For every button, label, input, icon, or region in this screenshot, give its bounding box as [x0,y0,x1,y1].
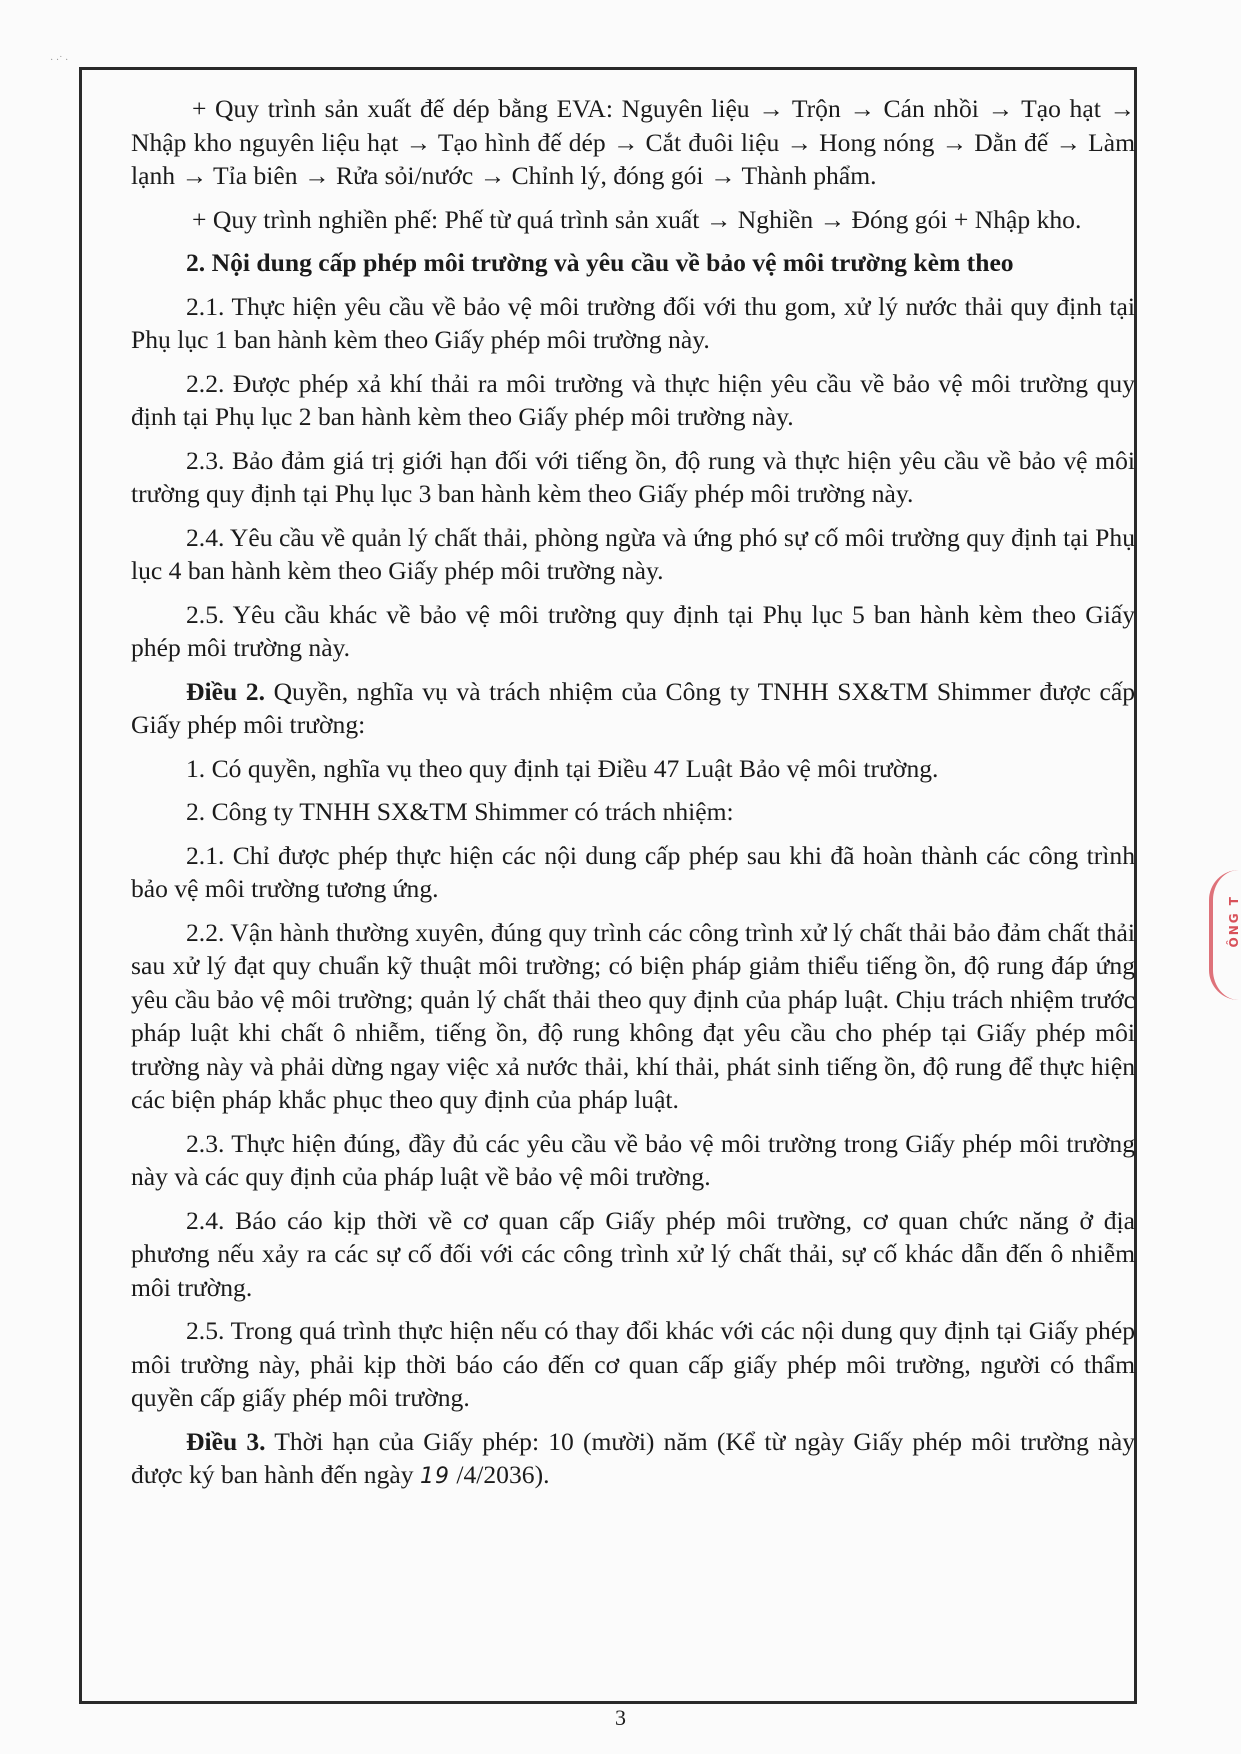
article-2 [131,675,1135,742]
page-number: 3 [615,1705,626,1730]
document-body [131,92,1135,1504]
clause-2-3: 2.3. Bảo đảm giá trị giới hạn đối với tiếng ồn, độ rung và thực hiện yêu cầu về bảo vệ môi trường quy định tại Phụ lục 3 ban hành kèm theo Giấy phép môi trường này. [131,445,1135,508]
clause-2-1: 2.1. Thực hiện yêu cầu về bảo vệ môi trường đối với thu gom, xử lý nước thải quy định tại Phụ lục 1 ban hành kèm theo Giấy phép môi trường này. [131,291,1135,354]
article-2-item-1: 1. Có quyền, nghĩa vụ theo quy định tại Điều 47 Luật Bảo vệ môi trường. [186,753,939,783]
article-2-item-2: 2. Công ty TNHH SX&TM Shimmer có trách nhiệm: [186,797,734,826]
article-2-item-2-5: 2.5. Trong quá trình thực hiện nếu có thay đổi khác với các nội dung quy định tại Giấy phép môi trường này, phải kịp thời báo cáo đến cơ quan cấp giấy phép môi trường, người có thẩm quyền cấp giấy phép môi trường. [131,1316,1135,1412]
article-3 [131,1425,1135,1494]
article-2-item-2-2: 2.2. Vận hành thường xuyên, đúng quy trình các công trình xử lý chất thải bảo đảm chất thải sau xử lý đạt quy chuẩn kỹ thuật môi trường; có biện pháp giảm thiểu tiếng ồn, độ rung đáp ứng yêu cầu bảo vệ môi trường; quản lý chất thải theo quy định của pháp luật. Chịu trách nhiệm trước pháp luật khi chất ô nhiễm, tiếng ồn, độ rung không đạt yêu cầu cho phép tại Giấy phép môi trường này và phải dừng ngay việc xả nước thải, khí thải, phát sinh tiếng ồn, độ rung để thực hiện các biện pháp khắc phục theo quy định của pháp luật. [131,917,1135,1114]
clause-2-5: 2.5. Yêu cầu khác về bảo vệ môi trường quy định tại Phụ lục 5 ban hành kèm theo Giấy phép môi trường này. [131,599,1135,662]
process-flow-eva: + Quy trình sản xuất đế dép bằng EVA: Nguyên liệu → Trộn → Cán nhồi → Tạo hạt → Nhập kho nguyên liệu hạt → Tạo hình đế dép → Cắt đuôi liệu → Hong nóng → Dằn đế → Làm lạnh → Tỉa biên → Rửa sỏi/nước → Chỉnh lý, đóng gói → Thành phẩm. [131,94,1135,190]
handwritten-day: 19 [419,1464,450,1489]
scan-artifact: · ·˙ · [50,55,69,66]
article-3-label: Điều 3. [186,1426,266,1456]
article-3-text-end: /4/2036). [449,1460,550,1489]
article-2-label: Điều 2. [186,676,265,706]
red-stamp-text: ÔNG T [1227,895,1241,948]
article-2-item-2-4: 2.4. Báo cáo kịp thời về cơ quan cấp Giấy phép môi trường, cơ quan chức năng ở địa phương nếu xảy ra các sự cố đối với các công trình xử lý chất thải, sự cố khác dẫn đến ô nhiễm môi trường. [131,1205,1135,1302]
section-2-heading: 2. Nội dung cấp phép môi trường và yêu cầu về bảo vệ môi trường kèm theo [186,248,1014,277]
clause-2-4: 2.4. Yêu cầu về quản lý chất thải, phòng ngừa và ứng phó sự cố môi trường quy định tại Phụ lục 4 ban hành kèm theo Giấy phép môi trường này. [131,522,1135,585]
article-2-text: Quyền, nghĩa vụ và trách nhiệm của Công ty TNHH SX&TM Shimmer được cấp Giấy phép môi trường: [131,676,1136,739]
process-flow-grinding: + Quy trình nghiền phế: Phế từ quá trình sản xuất → Nghiền → Đóng gói + Nhập kho. [192,204,1082,234]
article-3-text: Thời hạn của Giấy phép: 10 (mười) năm (Kể từ ngày Giấy phép môi trường này được ký ban hành đến ngày [131,1426,1135,1489]
article-2-item-2-1: 2.1. Chỉ được phép thực hiện các nội dung cấp phép sau khi đã hoàn thành các công trình bảo vệ môi trường tương ứng. [131,840,1135,903]
clause-2-2: 2.2. Được phép xả khí thải ra môi trường và thực hiện yêu cầu về bảo vệ môi trường quy định tại Phụ lục 2 ban hành kèm theo Giấy phép môi trường này. [131,368,1135,431]
article-2-item-2-3: 2.3. Thực hiện đúng, đầy đủ các yêu cầu về bảo vệ môi trường trong Giấy phép môi trường này và các quy định của pháp luật về bảo vệ môi trường. [131,1128,1135,1191]
